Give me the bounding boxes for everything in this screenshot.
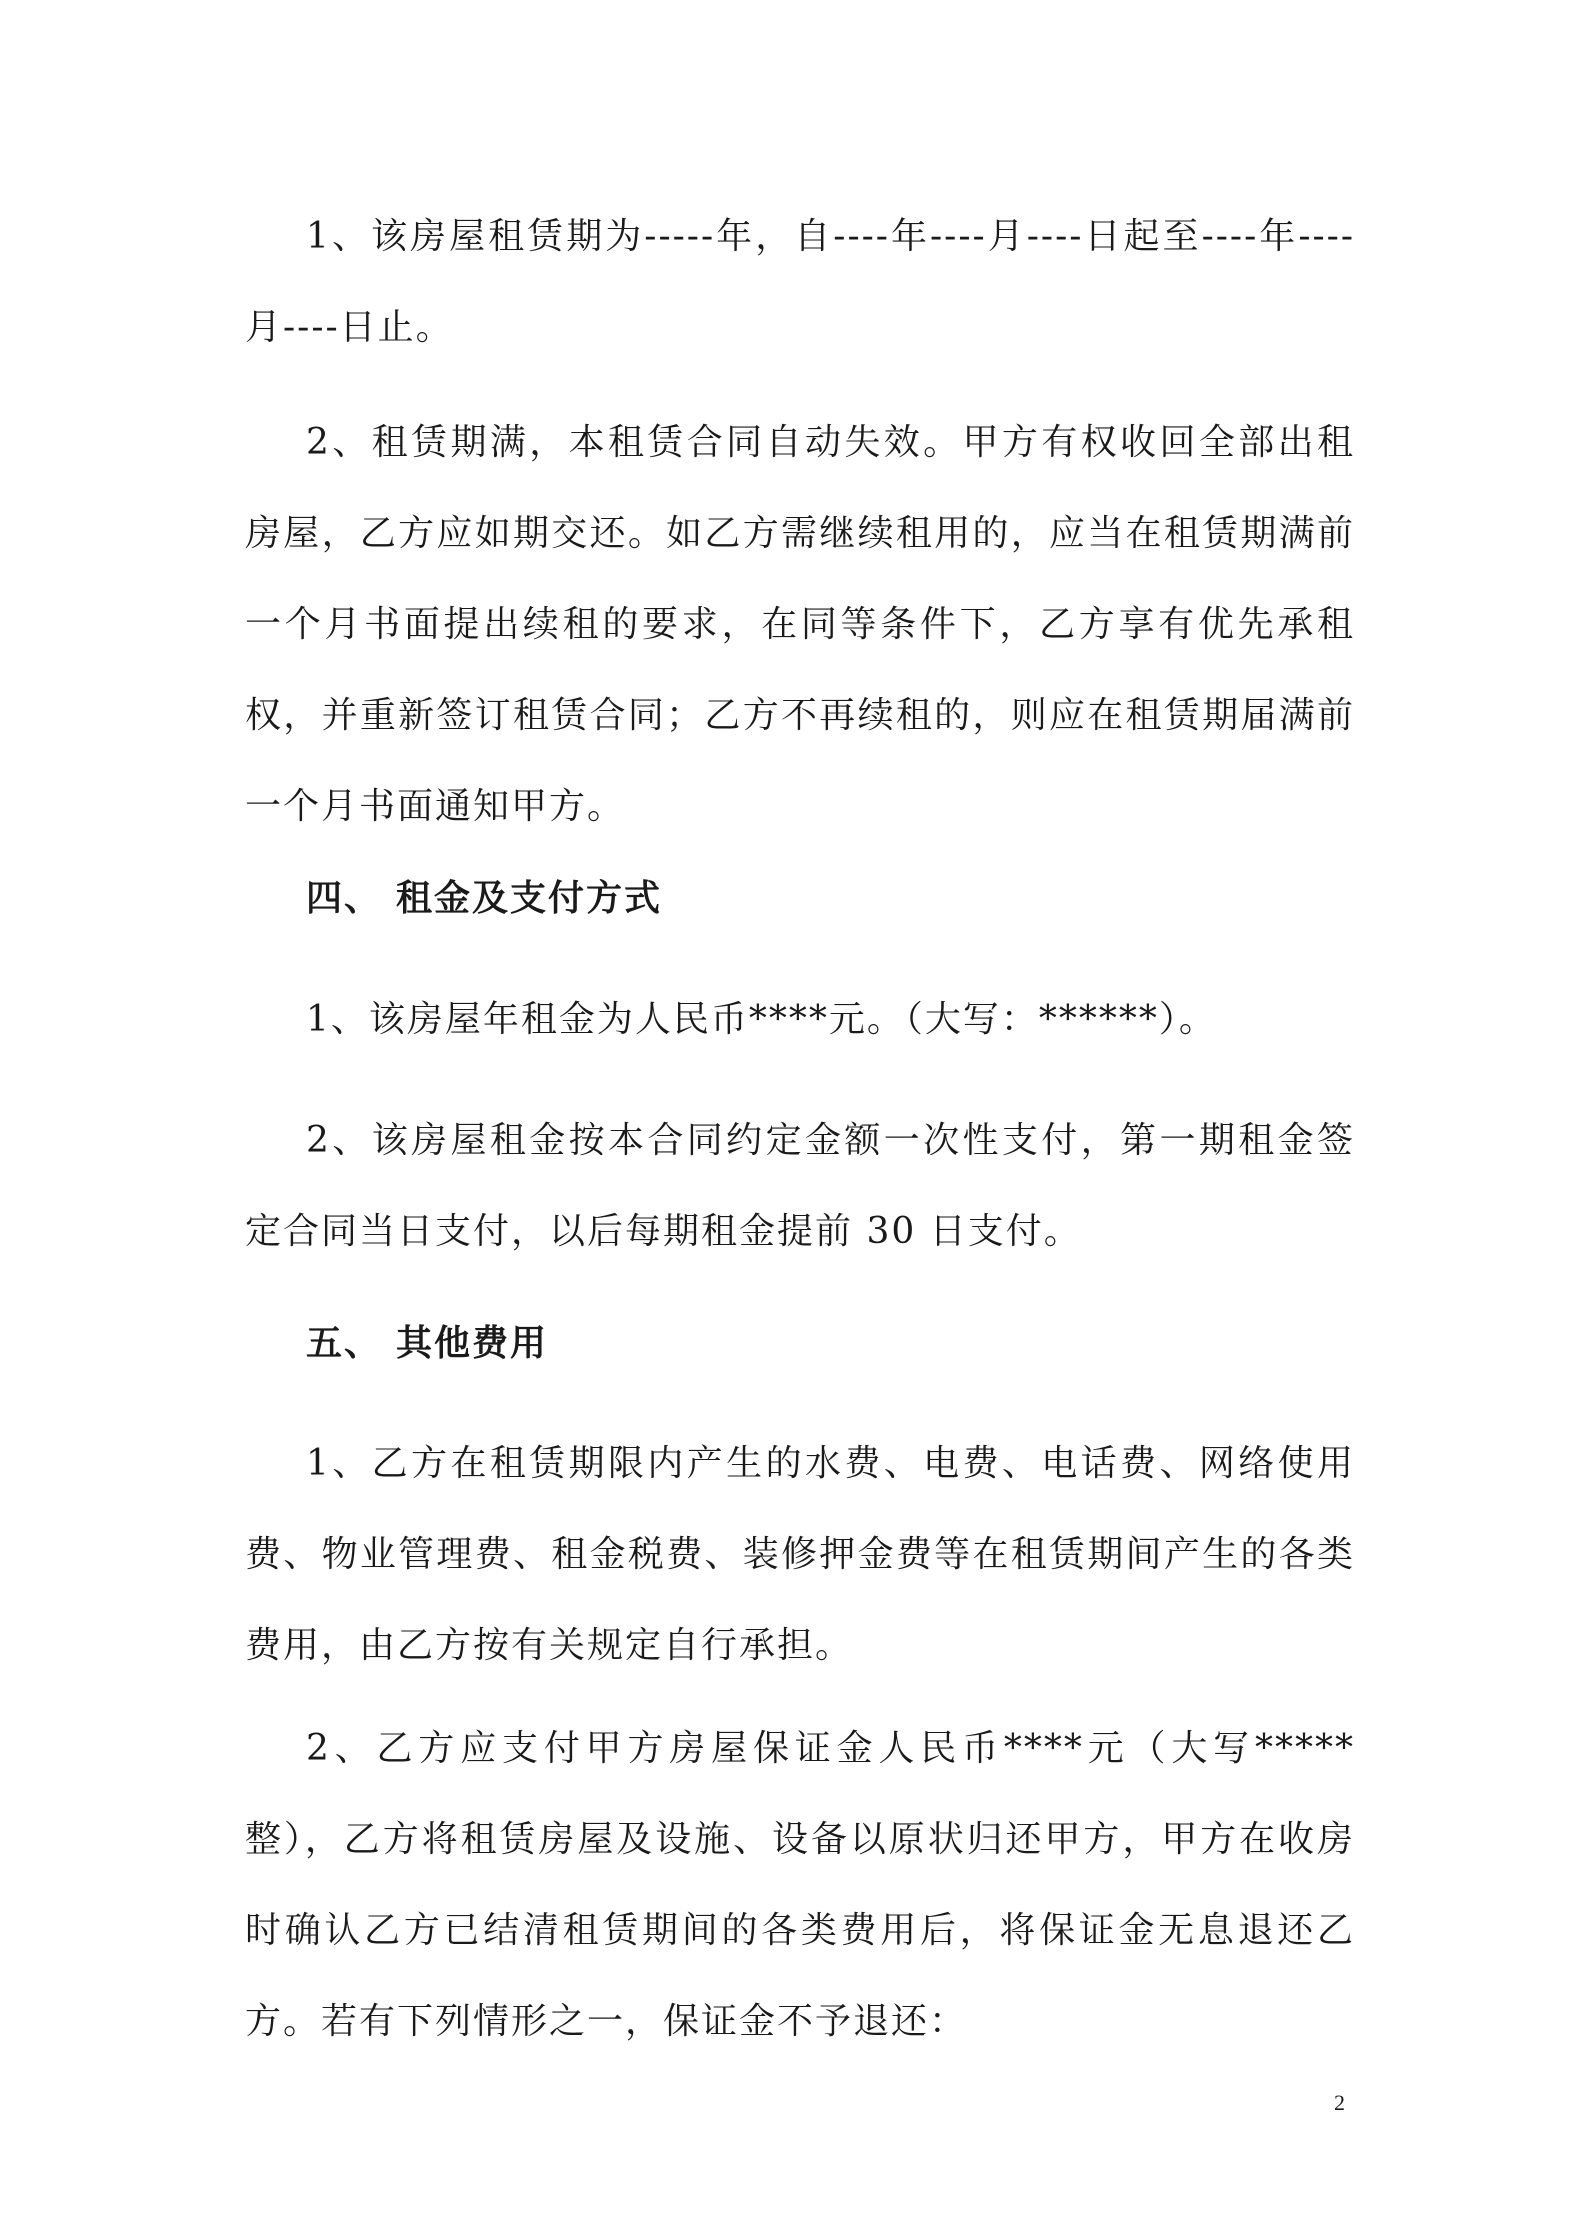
section-heading-other-fees (306, 1318, 548, 1368)
paragraph: 1、乙方在租赁期限内产生的水费、电费、电话费、网络使用费、物业管理费、租金税费、装修押金费等在租赁期间产生的各类费用，由乙方按有关规定自行承担。 (245, 1443, 1355, 1666)
utility-fees-clause (245, 1418, 1355, 1691)
paragraph: 1、该房屋租赁期为-----年，自----年----月----日起至----年----月----日止。 (245, 216, 1355, 348)
paragraph: 1、该房屋年租金为人民币****元。（大写：******）。 (306, 999, 1217, 1040)
page-number: 2 (1334, 2090, 1345, 2115)
paragraph: 2、该房屋租金按本合同约定金额一次性支付，第一期租金签定合同当日支付，以后每期租金提前 30 日支付。 (245, 1120, 1355, 1252)
deposit-clause (245, 1703, 1355, 2067)
paragraph: 2、乙方应支付甲方房屋保证金人民币****元（大写*****整），乙方将租赁房屋及设施、设备以原状归还甲方，甲方在收房时确认乙方已结清租赁期间的各类费用后，将保证金无息退还乙方。若有下列情形之一，保证金不予退还： (245, 1728, 1355, 2042)
section-number: 五、 (306, 1322, 383, 1364)
section-number: 四、 (306, 877, 383, 919)
paragraph: 2、租赁期满，本租赁合同自动失效。甲方有权收回全部出租房屋，乙方应如期交还。如乙方需继续租用的，应当在租赁期满前一个月书面提出续租的要求，在同等条件下，乙方享有优先承租权，并重新签订租赁合同；乙方不再续租的，则应在租赁期届满前一个月书面通知甲方。 (245, 422, 1355, 827)
rent-payment-clause (245, 1095, 1355, 1277)
section-heading-rent (306, 873, 662, 923)
lease-expiry-clause (245, 397, 1355, 852)
section-title: 租金及支付方式 (396, 877, 663, 919)
lease-term-clause (245, 191, 1355, 373)
annual-rent-clause (245, 974, 1355, 1065)
section-title: 其他费用 (396, 1322, 549, 1364)
